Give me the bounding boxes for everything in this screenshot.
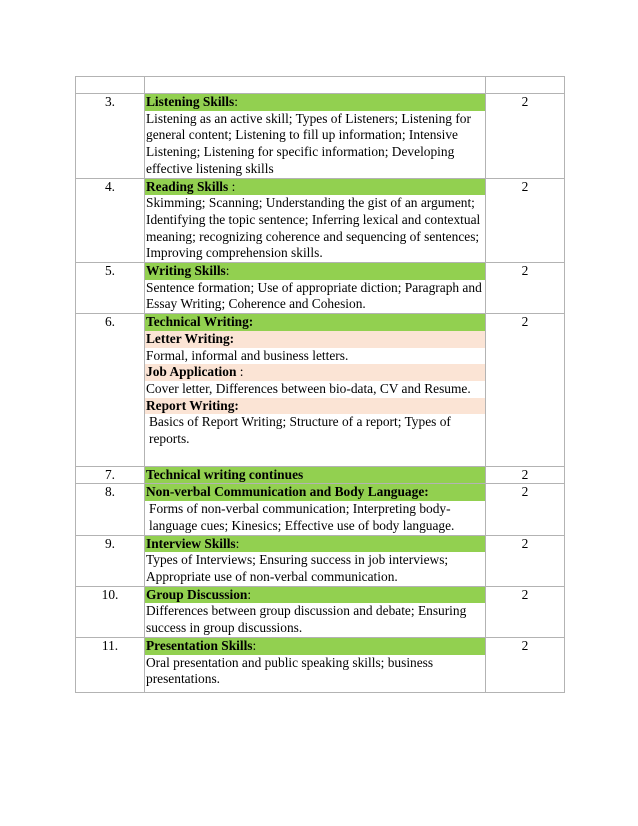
heading-suffix: : bbox=[234, 94, 238, 109]
subtopic-heading bbox=[145, 364, 485, 381]
topic-heading-text: Group Discussion bbox=[146, 586, 248, 602]
table-row bbox=[76, 94, 565, 179]
topic-cell bbox=[145, 535, 486, 586]
topic-description: Types of Interviews; Ensuring success in job interviews; Appropriate use of non-verbal communication. bbox=[146, 552, 449, 584]
row-number: 3. bbox=[76, 94, 145, 179]
topic-heading-text: Interview Skills bbox=[146, 535, 236, 551]
header-cell-hours bbox=[486, 77, 565, 94]
heading-suffix: : bbox=[228, 178, 236, 194]
row-number: 9. bbox=[76, 535, 145, 586]
row-number: 4. bbox=[76, 178, 145, 263]
table-row bbox=[76, 637, 565, 692]
subtopic-heading-text: Job Application bbox=[146, 364, 237, 380]
table-row bbox=[76, 314, 565, 467]
topic-description: Forms of non-verbal communication; Interpreting body-language cues; Kinesics; Effective use of body language. bbox=[149, 501, 455, 533]
header-cell-topic bbox=[145, 77, 486, 94]
topic-cell bbox=[145, 586, 486, 637]
hours-cell: 2 bbox=[486, 637, 565, 692]
table-row bbox=[76, 586, 565, 637]
row-number: 5. bbox=[76, 263, 145, 314]
topic-description: Oral presentation and public speaking skills; business presentations. bbox=[146, 654, 434, 687]
subtopic-heading bbox=[145, 331, 485, 348]
topic-heading bbox=[145, 467, 485, 484]
topic-heading bbox=[145, 587, 485, 604]
table-header-row bbox=[76, 77, 565, 94]
hours-cell: 2 bbox=[486, 484, 565, 535]
table-row bbox=[76, 484, 565, 535]
table-row bbox=[76, 263, 565, 314]
subtopic-heading-text: Letter Writing: bbox=[146, 330, 235, 346]
topic-heading-text: Reading Skills bbox=[146, 178, 229, 194]
topic-heading-text: Listening Skills bbox=[146, 94, 235, 109]
subtopic-heading-text: Report Writing: bbox=[146, 397, 239, 413]
topic-heading bbox=[145, 263, 485, 280]
topic-heading: Technical Writing: bbox=[145, 314, 485, 331]
heading-suffix: : bbox=[225, 263, 230, 279]
topic-heading bbox=[145, 484, 485, 501]
hours-cell: 2 bbox=[486, 466, 565, 484]
subtopic-heading bbox=[145, 398, 485, 415]
topic-heading-text: Writing Skills bbox=[146, 263, 226, 279]
subtopic-description: Cover letter, Differences between bio-data, CV and Resume. bbox=[146, 380, 471, 396]
hours-cell: 2 bbox=[486, 178, 565, 263]
topic-heading bbox=[145, 638, 485, 655]
subtopic-description: Formal, informal and business letters. bbox=[146, 347, 349, 363]
row-number: 6. bbox=[76, 314, 145, 467]
hours-cell: 2 bbox=[486, 263, 565, 314]
syllabus-table bbox=[75, 76, 565, 693]
row-number: 7. bbox=[76, 466, 145, 484]
header-cell-no bbox=[76, 77, 145, 94]
topic-heading-text: Non-verbal Communication and Body Language: bbox=[146, 484, 429, 500]
hours-cell: 2 bbox=[486, 94, 565, 179]
topic-cell bbox=[145, 263, 486, 314]
topic-heading bbox=[145, 179, 485, 196]
row-number: 8. bbox=[76, 484, 145, 535]
topic-cell bbox=[145, 178, 486, 263]
topic-description: Skimming; Scanning; Understanding the gist of an argument; Identifying the topic sentence; Inferring lexical and contextual meaning; recognizing coherence and sequencing of sentences; Improving comprehension skills. bbox=[146, 195, 481, 261]
table-row bbox=[76, 466, 565, 484]
table-row bbox=[76, 535, 565, 586]
topic-cell bbox=[145, 314, 486, 467]
table-row bbox=[76, 178, 565, 263]
topic-description: Sentence formation; Use of appropriate diction; Paragraph and Essay Writing; Coherence and Cohesion. bbox=[146, 279, 482, 312]
topic-description: Listening as an active skill; Types of Listeners; Listening for general content; Listening to fill up information; Intensive Listening; Listening for specific information; Developing effective listening skills bbox=[146, 110, 471, 176]
heading-suffix: : bbox=[236, 364, 244, 380]
topic-cell bbox=[145, 484, 486, 535]
row-number: 11. bbox=[76, 637, 145, 692]
subtopic-description: Basics of Report Writing; Structure of a report; Types of reports. bbox=[149, 414, 451, 447]
hours-cell: 2 bbox=[486, 586, 565, 637]
heading-suffix: : bbox=[235, 535, 240, 551]
topic-cell bbox=[145, 94, 486, 179]
topic-heading bbox=[145, 94, 485, 111]
topic-heading-text: Presentation Skills bbox=[146, 637, 253, 653]
heading-suffix: : bbox=[252, 637, 257, 653]
topic-cell bbox=[145, 637, 486, 692]
row-number: 10. bbox=[76, 586, 145, 637]
topic-heading-text: Technical writing continues bbox=[146, 466, 304, 482]
topic-description: Differences between group discussion and debate; Ensuring success in group discussions. bbox=[146, 603, 467, 636]
topic-cell bbox=[145, 466, 486, 484]
heading-suffix: : bbox=[247, 586, 252, 602]
hours-cell: 2 bbox=[486, 314, 565, 467]
hours-cell: 2 bbox=[486, 535, 565, 586]
topic-heading bbox=[145, 536, 485, 553]
